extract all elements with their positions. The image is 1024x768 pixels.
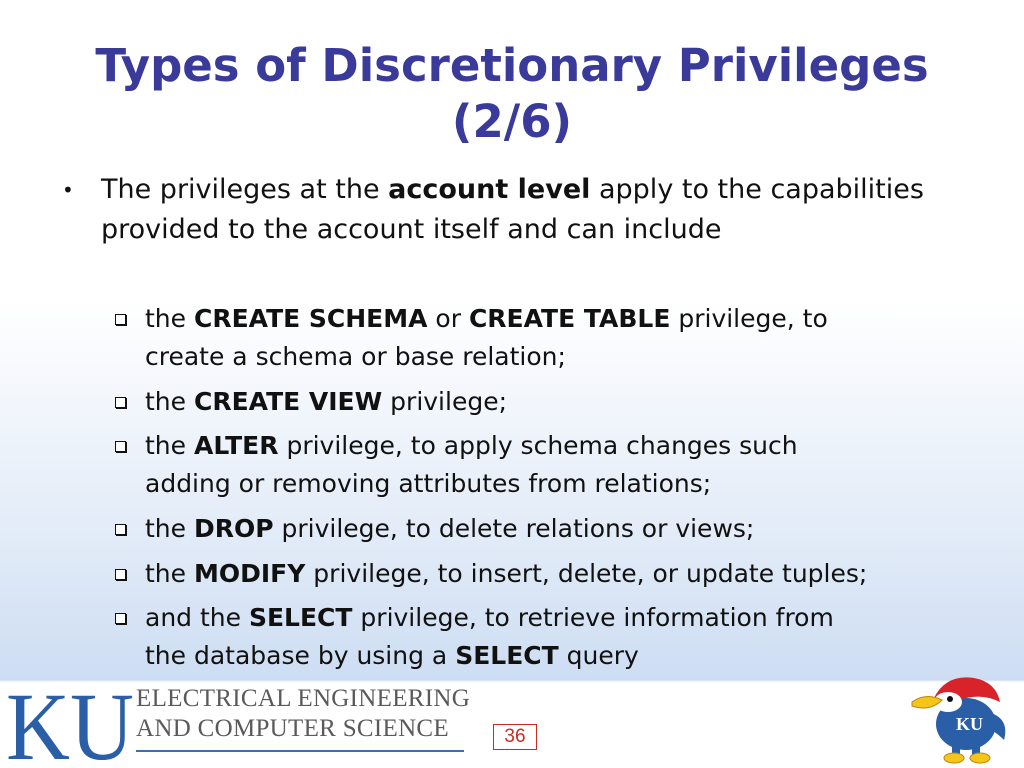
jayhawk-logo-icon — [904, 668, 1016, 764]
item-text: privilege; — [382, 387, 507, 416]
item-text: privilege, to apply schema changes such — [278, 431, 798, 460]
bullet-dot: • — [62, 178, 74, 202]
item-text: privilege, to retrieve information from — [352, 603, 834, 632]
main-bullet-text — [101, 170, 931, 250]
main-bullet-post: apply to the capabilities provided to the account itself and can include — [101, 174, 924, 245]
main-bullet-bold: account level — [388, 174, 591, 205]
checkbox-bullet-icon — [115, 524, 126, 535]
item-text: and the — [145, 603, 249, 632]
item-text: or — [427, 304, 469, 333]
item-keyword: SELECT — [455, 641, 559, 670]
dept-underline — [136, 750, 464, 752]
ku-logo — [4, 681, 140, 765]
item-text-line2: adding or removing attributes from relations; — [145, 469, 712, 498]
svg-text:KU: KU — [956, 714, 983, 734]
checkbox-bullet-icon — [115, 441, 126, 452]
checkbox-bullet-icon — [115, 613, 126, 624]
item-keyword: DROP — [193, 514, 274, 543]
item-text: privilege, to insert, delete, or update tuples; — [305, 559, 868, 588]
checkbox-bullet-icon — [115, 397, 126, 408]
page-number: 36 — [493, 724, 537, 750]
item-text: the — [145, 514, 194, 543]
item-text: privilege, to — [670, 304, 828, 333]
department-name — [136, 684, 470, 744]
item-text-line2: query — [558, 641, 639, 670]
title-line-1: Types of Discretionary Privileges — [95, 39, 929, 92]
item-keyword: CREATE SCHEMA — [193, 304, 428, 333]
dept-line-2: AND COMPUTER SCIENCE — [136, 715, 449, 742]
item-keyword: CREATE VIEW — [193, 387, 383, 416]
item-text: privilege, to delete relations or views; — [273, 514, 755, 543]
title-line-2: (2/6) — [451, 95, 573, 148]
dept-line-1: ELECTRICAL ENGINEERING — [136, 685, 471, 712]
item-keyword: SELECT — [248, 603, 353, 632]
item-text: the — [145, 387, 194, 416]
ku-logo-text: KU — [6, 681, 134, 765]
item-text: the — [145, 559, 194, 588]
checkbox-bullet-icon — [115, 569, 126, 580]
item-text: the — [145, 431, 194, 460]
item-text-line2: create a schema or base relation; — [145, 342, 566, 371]
slide-title — [0, 38, 1024, 150]
item-keyword: CREATE TABLE — [468, 304, 671, 333]
main-bullet-pre: The privileges at the — [101, 174, 389, 205]
item-keyword: MODIFY — [193, 559, 306, 588]
checkbox-bullet-icon — [115, 314, 126, 325]
item-text-line2: the database by using a — [145, 641, 456, 670]
item-text: the — [145, 304, 194, 333]
item-keyword: ALTER — [193, 431, 279, 460]
